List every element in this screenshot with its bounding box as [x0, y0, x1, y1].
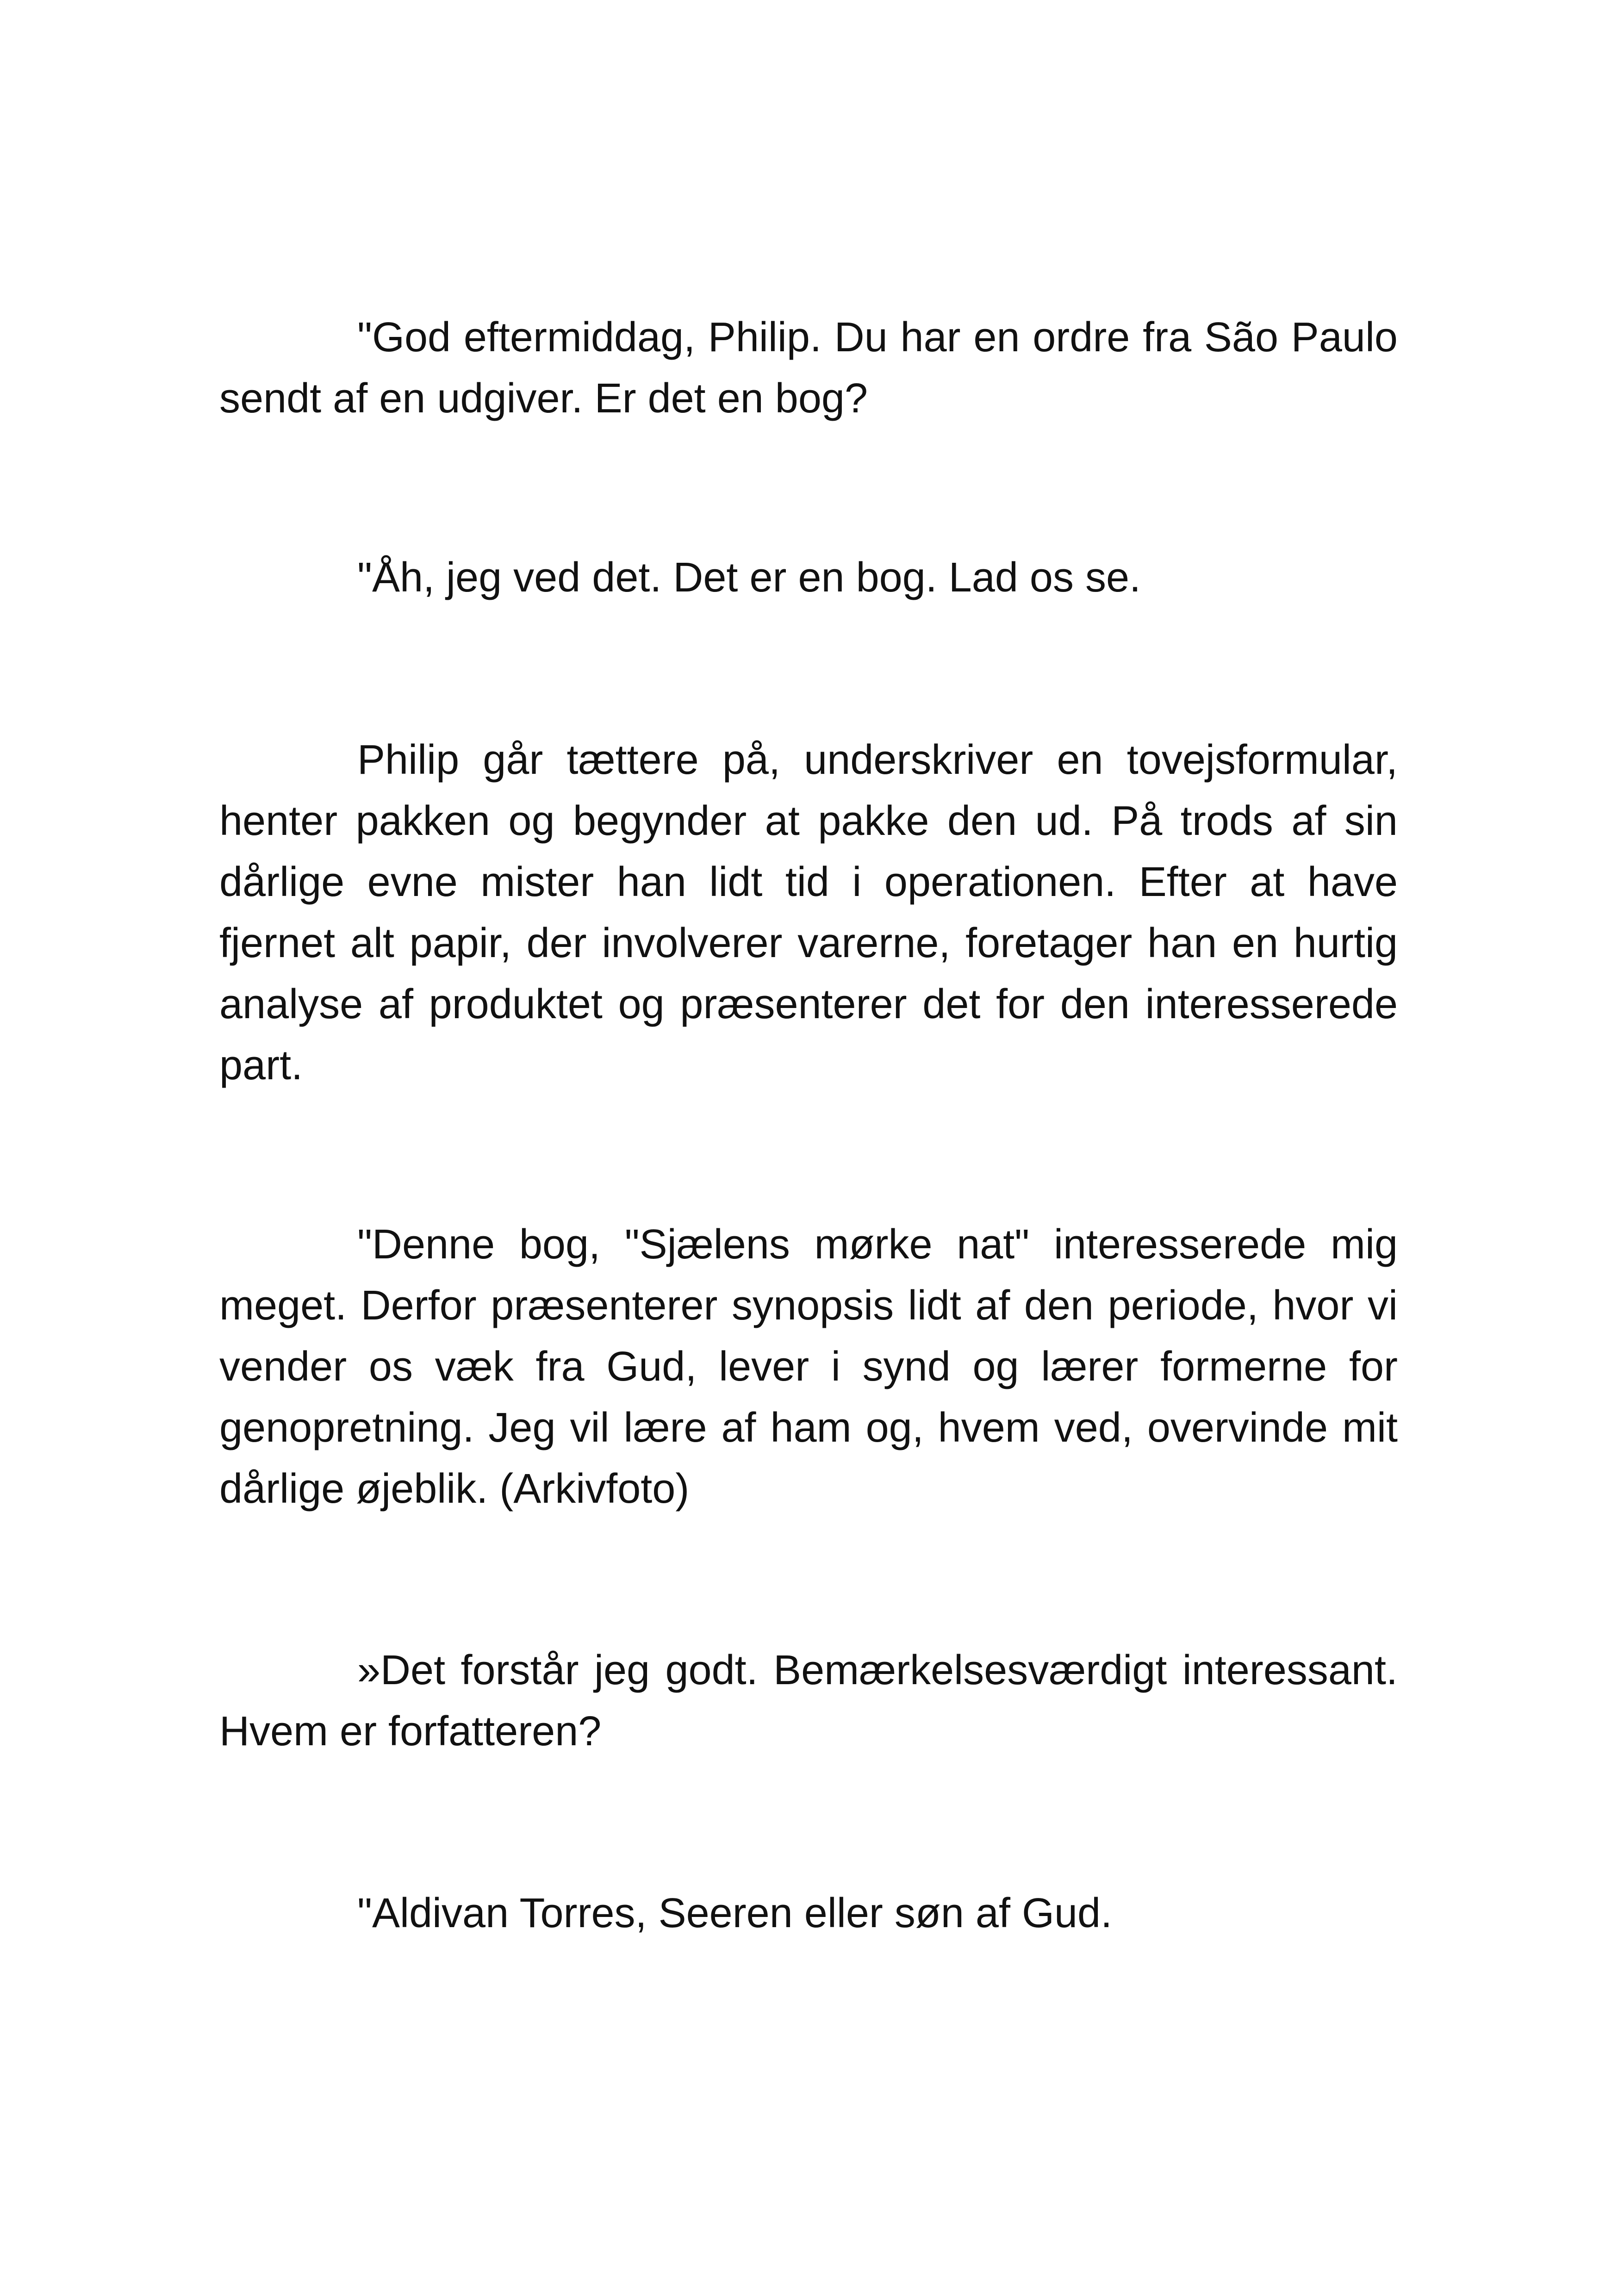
paragraph-narration: Philip går tættere på, underskriver en tovejsformular, henter pakken og begynder at pakke den ud. På trods af sin dårlige evne mister han lidt tid i operationen. Efter at have fjernet alt papir, der involverer varerne, foretager han en hurtig analyse af produktet og præsenterer det for den interesserede part.	[219, 737, 1398, 1089]
paragraph-reply: "Åh, jeg ved det. Det er en bog. Lad os se.	[357, 554, 1141, 601]
paragraph-author: "Aldivan Torres, Seeren eller søn af Gud.	[357, 1890, 1113, 1936]
paragraph-book-description: "Denne bog, "Sjælens mørke nat" interesserede mig meget. Derfor præsenterer synopsis lidt af den periode, hvor vi vender os væk fra Gud, lever i synd og lærer formerne for genopretning. Jeg vil lære af ham og, hvem ved, overvinde mit dårlige øjeblik. (Arkivfoto)	[219, 1221, 1398, 1512]
paragraph-question: »Det forstår jeg godt. Bemærkelsesværdigt interessant. Hvem er forfatteren?	[219, 1647, 1398, 1755]
paragraph-greeting: "God eftermiddag, Philip. Du har en ordre fra São Paulo sendt af en udgiver. Er det en bog?	[219, 314, 1398, 422]
